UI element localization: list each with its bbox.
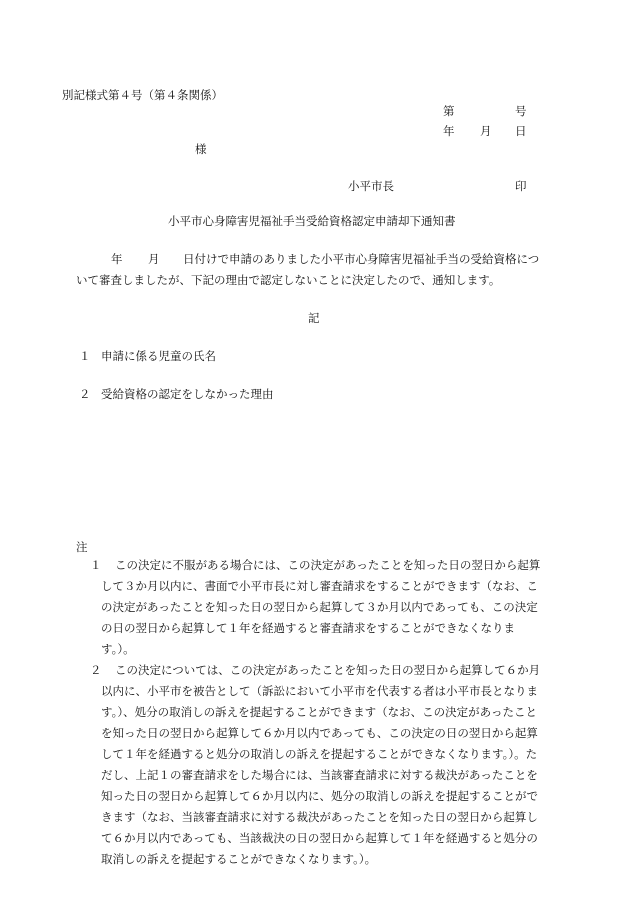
note-2-line: て６か月以内であっても、当該裁決の日の翌日から起算して１年を経過すると処分の xyxy=(101,831,538,845)
document-title: 小平市心身障害児福祉手当受給資格認定申請却下通知書 xyxy=(168,214,456,228)
note-2-line: 取消しの訴えを提起することができなくなります。）。 xyxy=(101,852,377,866)
note-2-line: す。）、処分の取消しの訴えを提起することができます（なお、この決定があったこと xyxy=(101,705,537,719)
addressee-suffix: 様 xyxy=(195,142,207,156)
seal-mark: 印 xyxy=(515,179,527,193)
note-2-number: ２ xyxy=(90,663,102,677)
form-label: 別記様式第４号（第４条関係） xyxy=(62,88,223,102)
body-year: 年 xyxy=(111,252,123,266)
note-1-number: １ xyxy=(90,558,102,572)
note-1-line: この決定に不服がある場合には、この決定があったことを知った日の翌日から起算 xyxy=(115,558,541,572)
note-1-line: して３か月以内に、書面で小平市長に対し審査請求をすることができます（なお、こ xyxy=(101,579,538,593)
date-year: 年 xyxy=(443,124,455,138)
note-1-line: す。）。 xyxy=(101,642,135,656)
note-2-line: この決定については、この決定があったことを知った日の翌日から起算して６か月 xyxy=(115,663,541,677)
issuer-name: 小平市長 xyxy=(348,179,394,193)
date-day: 日 xyxy=(515,124,527,138)
ki-heading: 記 xyxy=(308,311,320,325)
note-2-line: きます（なお、当該審査請求に対する裁決があったことを知った日の翌日から起算し xyxy=(101,810,538,824)
note-2-line: 知った日の翌日から起算して６か月以内に、処分の取消しの訴えを提起することがで xyxy=(101,789,538,803)
note-2-line: して１年を経過すると処分の取消しの訴えを提起することができなくなります。）。た xyxy=(101,747,538,761)
note-2-line: だし、上記１の審査請求をした場合には、当該審査請求に対する裁決があったことを xyxy=(101,768,538,782)
item-2-number: ２ xyxy=(79,387,91,401)
note-2-line: 以内に、小平市を被告として（訴訟において小平市を代表する者は小平市長となりま xyxy=(101,684,538,698)
body-month: 月 xyxy=(148,252,160,266)
date-month: 月 xyxy=(480,124,492,138)
item-1-label: 申請に係る児童の氏名 xyxy=(101,349,216,363)
item-2-label: 受給資格の認定をしなかった理由 xyxy=(101,387,274,401)
note-1-line: の日の翌日から起算して１年を経過すると審査請求をすることができなくなりま xyxy=(101,621,515,635)
number-prefix: 第 xyxy=(443,104,455,118)
body-line-1: 日付けで申請のありました小平市心身障害児福祉手当の受給資格につ xyxy=(183,252,540,266)
notes-heading: 注 xyxy=(76,540,88,554)
body-line-2: いて審査しましたが、下記の理由で認定しないことに決定したので、通知します。 xyxy=(76,273,501,287)
note-1-line: の決定があったことを知った日の翌日から起算して３か月以内であっても、この決定 xyxy=(101,600,538,614)
note-2-line: を知った日の翌日から起算して６か月以内であっても、この決定の日の翌日から起算 xyxy=(101,726,538,740)
number-suffix: 号 xyxy=(515,104,527,118)
item-1-number: １ xyxy=(79,349,91,363)
